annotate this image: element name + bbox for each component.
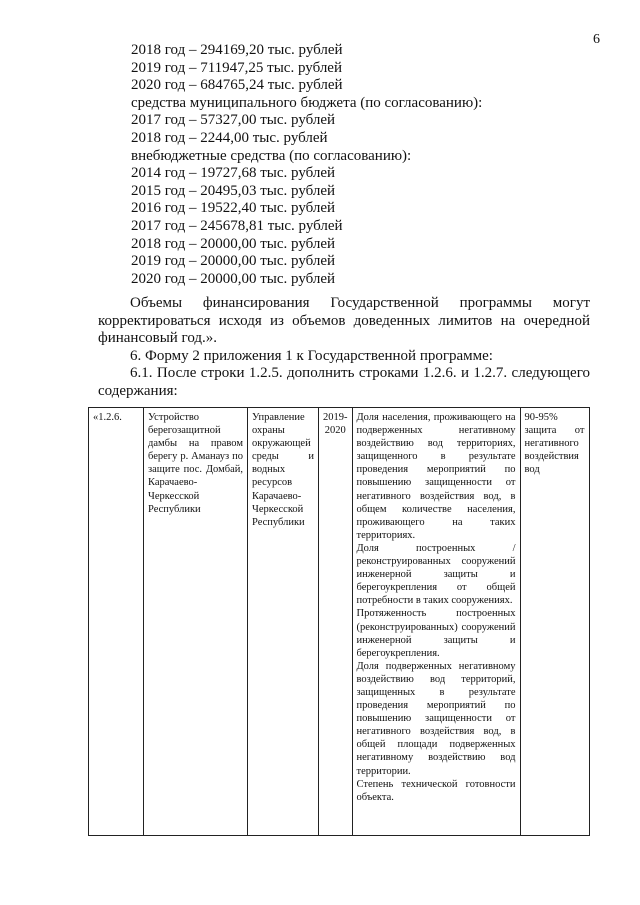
executor-cell: Управление охраны окружающей среды и водных ресурсов Карачаево-Черкесской Республики [248, 408, 319, 836]
funding-line: 2019 год – 20000,00 тыс. рублей [131, 253, 336, 270]
indicator-item: Степень технической готовности объекта. [356, 778, 516, 803]
funding-line: 2015 год – 20495,03 тыс. рублей [131, 182, 336, 199]
adjustment-text: Объемы финансирования Государственной программы могут корректироваться исходя из объемов доведенных лимитов на очередной финансовый год.». [98, 295, 590, 347]
item6-1-paragraph [98, 365, 590, 400]
funding-line: 2018 год – 2244,00 тыс. рублей [131, 129, 328, 146]
item6-paragraph [98, 348, 590, 366]
indicator-item: Протяженность построенных (реконструированных) сооружений инженерной защиты и берегоукрепления. [356, 608, 516, 659]
funding-line: 2020 год – 684765,24 тыс. рублей [131, 77, 343, 94]
period-cell: 2019-2020 [319, 408, 353, 836]
funding-line: 2018 год – 20000,00 тыс. рублей [131, 235, 336, 252]
funding-line: 2014 год – 19727,68 тыс. рублей [131, 165, 336, 182]
item6-1-text: 6.1. После строки 1.2.5. дополнить строками 1.2.6. и 1.2.7. следующего содержания: [98, 365, 590, 399]
adjustment-paragraph [98, 295, 590, 348]
funding-line: 2018 год – 294169,20 тыс. рублей [131, 42, 343, 58]
indicators-cell [352, 408, 520, 836]
target-value-cell: 90-95% защита от негативного воздействия вод [520, 408, 589, 836]
page-number: 6 [593, 32, 600, 47]
funding-line: 2020 год – 20000,00 тыс. рублей [131, 270, 336, 287]
table-row [89, 408, 590, 836]
measure-name-cell: Устройство берегозащитной дамбы на правом берегу р. Аманауз по защите пос. Домбай, Карачаево-Черкесской Республики [144, 408, 248, 836]
funding-line: внебюджетные средства (по согласованию): [131, 147, 412, 164]
funding-line: 2017 год – 245678,81 тыс. рублей [131, 217, 343, 234]
funding-line: 2016 год – 19522,40 тыс. рублей [131, 200, 336, 217]
indicator-item: Доля построенных / реконструированных сооружений инженерной защиты и берегоукрепления от общей потребности в таких сооружениях. [356, 542, 516, 607]
item6-text: 6. Форму 2 приложения 1 к Государственной программе: [130, 348, 493, 364]
funding-list [131, 42, 482, 288]
funding-line: 2019 год – 711947,25 тыс. рублей [131, 59, 342, 76]
funding-line: средства муниципального бюджета (по согласованию): [131, 94, 483, 111]
program-table [88, 407, 590, 836]
row-number-cell: «1.2.6. [89, 408, 144, 836]
indicator-item: Доля подверженных негативному воздействию вод территорий, защищенных в результате проведения мероприятий по повышению защищенности от негативного воздействия вод, в общей площади подверженных негативному воздействию вод территории. [356, 660, 516, 777]
indicator-item: Доля населения, проживающего на подверженных негативному воздействию вод территориях, защищенного в результате проведения мероприятий по повышению защищенности от негативного воздействия вод, в общем количестве населения, проживающего на таких территориях. [356, 412, 516, 541]
funding-line: 2017 год – 57327,00 тыс. рублей [131, 112, 336, 129]
